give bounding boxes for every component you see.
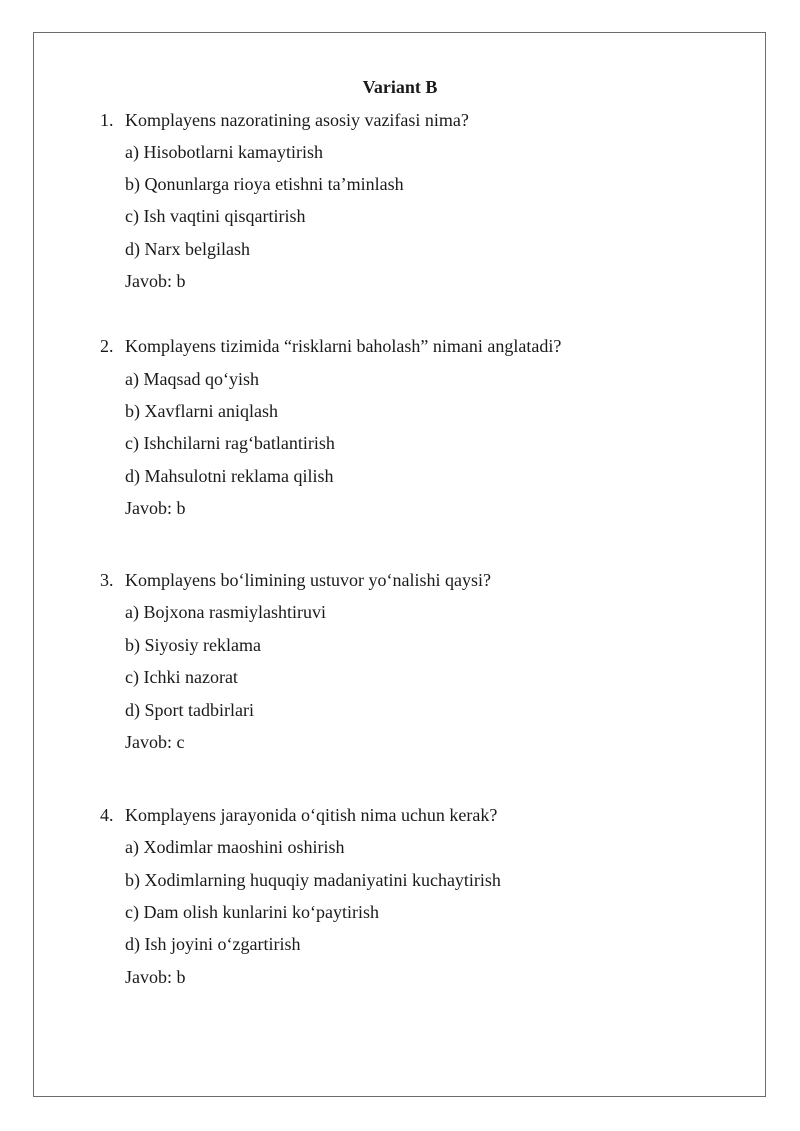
question-1-option-d: d) Narx belgilash	[125, 239, 250, 259]
question-3-option-a: a) Bojxona rasmiylashtiruvi	[125, 602, 326, 622]
question-1	[100, 109, 469, 131]
question-3-text: Komplayens bo‘limining ustuvor yo‘nalishi qaysi?	[125, 570, 491, 590]
question-2-answer: Javob: b	[125, 498, 186, 518]
question-2-option-a: a) Maqsad qo‘yish	[125, 369, 259, 389]
question-1-option-c: c) Ish vaqtini qisqartirish	[125, 206, 306, 226]
question-4-option-a: a) Xodimlar maoshini oshirish	[125, 837, 345, 857]
question-3-option-b: b) Siyosiy reklama	[125, 635, 261, 655]
question-4-text: Komplayens jarayonida o‘qitish nima uchun kerak?	[125, 805, 498, 825]
question-3-number: 3.	[100, 570, 114, 590]
question-3-option-d: d) Sport tadbirlari	[125, 700, 254, 720]
question-2-option-d: d) Mahsulotni reklama qilish	[125, 466, 334, 486]
question-1-option-a: a) Hisobotlarni kamaytirish	[125, 142, 323, 162]
question-4-answer: Javob: b	[125, 967, 186, 987]
question-1-number: 1.	[100, 110, 114, 130]
question-1-option-b: b) Qonunlarga rioya etishni ta’minlash	[125, 174, 404, 194]
question-2-number: 2.	[100, 336, 114, 356]
question-4-option-d: d) Ish joyini o‘zgartirish	[125, 934, 301, 954]
question-2-option-b: b) Xavflarni aniqlash	[125, 401, 278, 421]
question-1-answer: Javob: b	[125, 271, 186, 291]
question-4	[100, 804, 497, 826]
question-2-text: Komplayens tizimida “risklarni baholash” nimani anglatadi?	[125, 336, 562, 356]
question-1-text: Komplayens nazoratining asosiy vazifasi nima?	[125, 110, 469, 130]
question-2-option-c: c) Ishchilarni rag‘batlantirish	[125, 433, 335, 453]
question-3-answer: Javob: c	[125, 732, 185, 752]
question-3-option-c: c) Ichki nazorat	[125, 667, 238, 687]
question-4-option-b: b) Xodimlarning huquqiy madaniyatini kuchaytirish	[125, 870, 501, 890]
question-4-number: 4.	[100, 805, 114, 825]
question-4-option-c: c) Dam olish kunlarini ko‘paytirish	[125, 902, 379, 922]
question-2	[100, 335, 561, 357]
page-title: Variant B	[362, 77, 438, 97]
question-3	[100, 569, 491, 591]
